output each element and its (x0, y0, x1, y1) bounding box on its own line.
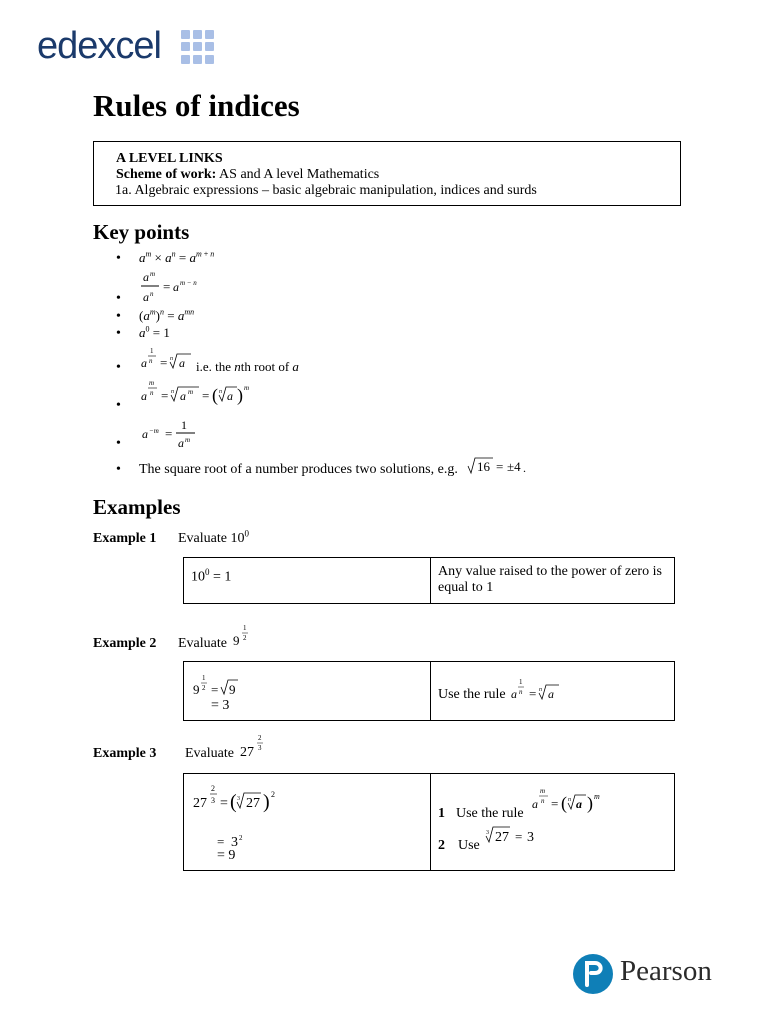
scheme-of-work (116, 167, 379, 183)
svg-text:3: 3 (237, 796, 240, 802)
rule-multiply: $a^m \times a^n = a^{m + n}$ (139, 249, 215, 265)
svg-text:a: a (227, 389, 233, 403)
svg-text:(: ( (212, 385, 218, 405)
svg-text:a: a (532, 797, 538, 811)
svg-text:2: 2 (211, 784, 215, 793)
page-title: Rules of indices (93, 88, 300, 123)
svg-text:1: 1 (181, 418, 187, 432)
example3-working (184, 774, 431, 871)
svg-text:=: = (161, 388, 169, 403)
example1-working-base: 10 (191, 569, 205, 585)
svg-text:9: 9 (233, 633, 240, 648)
svg-text:16: 16 (477, 459, 490, 474)
svg-text:3: 3 (211, 796, 215, 805)
example3-notes (431, 774, 675, 871)
svg-text:27: 27 (246, 796, 260, 811)
scheme-label: Scheme of work: (116, 167, 217, 182)
bullet: • (116, 398, 121, 413)
svg-text:a: a (179, 356, 185, 370)
svg-text:n: n (568, 797, 571, 803)
example1-label: Example 1 (93, 531, 157, 546)
example2-line2: = 3 (211, 698, 230, 713)
note-a: a (292, 359, 299, 374)
svg-text:=: = (515, 829, 523, 844)
svg-text:a: a (142, 427, 148, 441)
svg-text:1: 1 (150, 347, 154, 355)
svg-text:m: m (244, 384, 250, 392)
svg-text:=: = (220, 796, 228, 811)
svg-text:−m: −m (149, 427, 159, 435)
svg-text:3: 3 (258, 744, 262, 752)
svg-text:m: m (540, 787, 546, 795)
example2-working (184, 662, 431, 721)
svg-text:(: ( (561, 793, 567, 813)
note-suffix: th root of (240, 359, 293, 374)
svg-text:a: a (143, 270, 149, 284)
svg-text:a: a (548, 687, 555, 701)
example1-task-exp: 0 (244, 528, 249, 539)
example3-step1-text: Use the rule (456, 806, 524, 821)
svg-text:(: ( (230, 791, 237, 813)
example3-step1-num: 1 (438, 806, 445, 821)
svg-text:a: a (180, 389, 186, 403)
svg-text:2: 2 (271, 790, 275, 799)
svg-text:n: n (539, 687, 543, 693)
edexcel-logo (37, 26, 227, 66)
example1-working (184, 558, 431, 604)
svg-text:n: n (149, 357, 153, 365)
svg-text:=: = (496, 459, 504, 474)
bullet: • (116, 291, 121, 306)
bullet: • (116, 436, 121, 451)
key-points-heading: Key points (93, 220, 190, 244)
example3-step2-math (484, 822, 544, 852)
bullet: • (116, 251, 121, 266)
example3-line3: = 9 (217, 848, 236, 863)
svg-text:m: m (150, 270, 156, 278)
rule-negative-power (139, 414, 209, 452)
svg-text:27: 27 (193, 796, 207, 811)
example3-table (183, 773, 675, 871)
svg-text:27: 27 (240, 745, 254, 760)
example3-working-line1 (191, 780, 291, 814)
note-n: n (234, 359, 241, 374)
svg-text:3: 3 (527, 830, 534, 845)
svg-text:n: n (150, 290, 154, 298)
svg-text:=: = (529, 686, 537, 701)
svg-text:=: = (202, 388, 210, 403)
rule-zero-power: $a^0 = 1$ (139, 324, 170, 340)
nth-root-note (196, 359, 299, 375)
example1-task (178, 528, 249, 547)
svg-text:1: 1 (243, 624, 247, 632)
example2-working-math (191, 668, 251, 700)
svg-text:n: n (519, 688, 523, 696)
svg-text:2: 2 (239, 834, 243, 842)
svg-text:2: 2 (258, 734, 262, 742)
example3-step1-math (530, 782, 610, 820)
example1-table (183, 557, 675, 604)
svg-text:2: 2 (202, 684, 206, 692)
square-root-example (466, 454, 530, 478)
svg-text:m: m (594, 792, 600, 801)
example2-note (431, 662, 675, 721)
svg-text:n: n (170, 356, 173, 362)
square-root-note: The square root of a number produces two solutions, e.g. (139, 462, 458, 477)
svg-text:m: m (185, 436, 191, 444)
svg-text:a: a (143, 290, 149, 304)
rule-fractional-power (139, 376, 259, 410)
topic-line: 1a. Algebraic expressions – basic algebraic manipulation, indices and surds (115, 183, 537, 198)
svg-text:=: = (165, 426, 173, 441)
example2-task-math (232, 620, 252, 650)
svg-text:3: 3 (231, 835, 238, 850)
svg-text:n: n (150, 389, 154, 397)
svg-text:1: 1 (519, 678, 523, 686)
svg-text:=: = (551, 796, 559, 811)
example1-working-exp: 0 (205, 567, 210, 577)
example2-table (183, 661, 675, 721)
examples-heading: Examples (93, 495, 181, 519)
rule-divide (139, 268, 209, 306)
example2-label: Example 2 (93, 636, 157, 651)
zero-power-value: = 1 (152, 325, 170, 340)
example3-step1 (438, 782, 667, 821)
svg-text:1: 1 (202, 674, 206, 682)
example1-working-rest: = 1 (209, 569, 232, 585)
example2-note-text: Use the rule (438, 687, 506, 702)
logo-wordmark: edexcel (37, 25, 161, 67)
svg-text:): ) (263, 791, 270, 813)
svg-text:a: a (141, 356, 147, 370)
svg-text:): ) (587, 793, 593, 813)
rule-power-of-power: $(a^m)^n = a^{mn}$ (139, 307, 195, 323)
example2-task-text: Evaluate (178, 636, 227, 651)
svg-text:=: = (160, 355, 168, 370)
note-prefix: i.e. the (196, 359, 235, 374)
svg-text:m: m (188, 388, 194, 396)
example3-task-text: Evaluate (185, 746, 234, 761)
svg-text:n: n (541, 797, 545, 805)
example1-note: Any value raised to the power of zero is equal to 1 (431, 558, 675, 604)
scheme-value: AS and A level Mathematics (219, 167, 380, 182)
a-level-links-heading: A LEVEL LINKS (116, 151, 223, 166)
svg-text:9: 9 (193, 682, 200, 697)
svg-text:±4: ±4 (507, 459, 521, 474)
example3-step2-num: 2 (438, 838, 445, 853)
example3-task-math (239, 731, 267, 761)
bullet: • (116, 360, 121, 375)
pearson-logo (572, 952, 722, 998)
svg-text:3: 3 (486, 830, 489, 836)
bullet: • (116, 462, 121, 477)
example3-step2 (438, 822, 667, 852)
svg-text:a: a (511, 687, 518, 701)
example2-rule-math (509, 676, 567, 704)
svg-text:a: a (178, 436, 184, 450)
svg-text:a: a (576, 797, 582, 811)
svg-text:.: . (523, 461, 526, 475)
svg-text:27: 27 (495, 830, 509, 845)
svg-text:n: n (219, 389, 222, 395)
example3-step2-text: Use (458, 838, 480, 853)
a-level-links-box (93, 141, 681, 206)
svg-text:): ) (237, 385, 243, 405)
example3-label: Example 3 (93, 746, 157, 761)
svg-text:m − n: m − n (180, 279, 197, 287)
rule-nth-root (139, 343, 195, 373)
svg-text:a: a (141, 389, 147, 403)
bullet: • (116, 326, 121, 341)
example1-task-text: Evaluate 10 (178, 531, 245, 546)
bullet: • (116, 309, 121, 324)
svg-text:a: a (173, 280, 179, 294)
svg-text:=: = (217, 834, 225, 849)
svg-text:n: n (171, 389, 174, 395)
svg-text:2: 2 (243, 634, 247, 642)
svg-text:9: 9 (229, 682, 236, 697)
pearson-wordmark: Pearson (620, 955, 712, 987)
logo-grid-icon (181, 30, 215, 64)
svg-text:m: m (149, 379, 155, 387)
svg-text:=: = (163, 279, 171, 294)
svg-text:=: = (211, 682, 219, 697)
